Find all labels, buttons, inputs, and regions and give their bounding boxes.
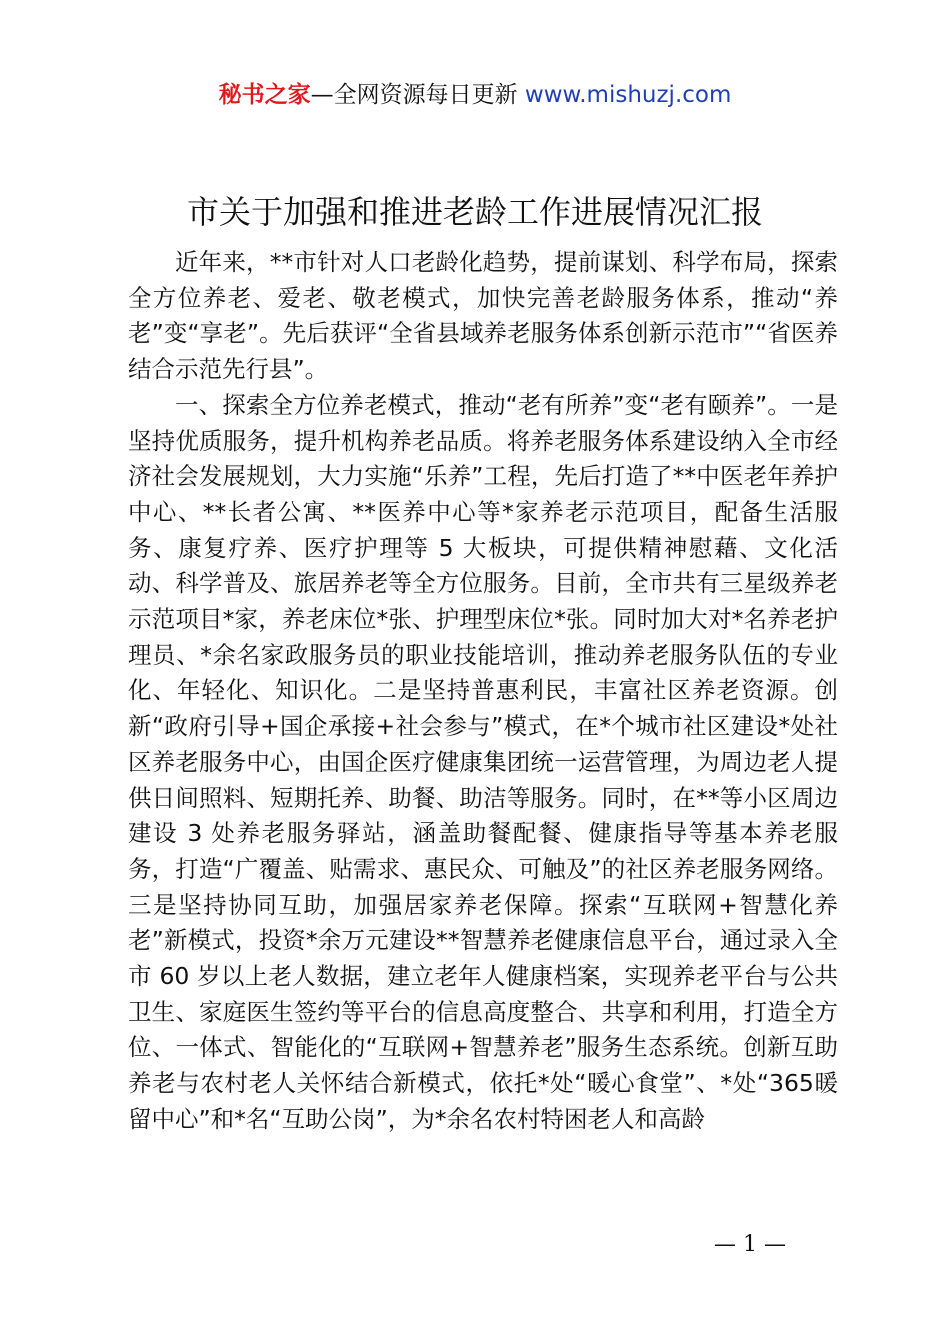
document-title: 市关于加强和推进老龄工作进展情况汇报: [186, 193, 763, 231]
brand-name: 秘书之家: [218, 82, 311, 108]
document-body: [128, 245, 838, 1138]
paragraph-intro: 近年来，**市针对人口老龄化趋势，提前谋划、科学布局，探索全方位养老、爱老、敬老模式，加快完善老龄服务体系，推动“养老”变“享老”。先后获评“全省县域养老服务体系创新示范市”“省医养结合示范先行县”。: [128, 248, 838, 384]
header-slogan: —全网资源每日更新: [310, 82, 525, 108]
page-number: — 1 —: [714, 1232, 786, 1257]
paragraph-section-1: 一、探索全方位养老模式，推动“老有所养”变“老有颐养”。一是坚持优质服务，提升机构养老品质。将养老服务体系建设纳入全市经济社会发展规划，大力实施“乐养”工程，先后打造了**中医老年养护中心、**长者公寓、**医养中心等*家养老示范项目，配备生活服务、康复疗养、医疗护理等 5 大板块，可提供精神慰藉、文化活动、科学普及、旅居养老等全方位服务。目前，全市共有三星级养老示范项目*家，养老床位*张、护理型床位*张。同时加大对*名养老护理员、*余名家政服务员的职业技能培训，推动养老服务队伍的专业化、年轻化、知识化。二是坚持普惠利民，丰富社区养老资源。创新“政府引导+国企承接+社会参与”模式，在*个城市社区建设*处社区养老服务中心，由国企医疗健康集团统一运营管理，为周边老人提供日间照料、短期托养、助餐、助洁等服务。同时，在**等小区周边建设 3 处养老服务驿站，涵盖助餐配餐、健康指导等基本养老服务，打造“广覆盖、贴需求、惠民众、可触及”的社区养老服务网络。三是坚持协同互助，加强居家养老保障。探索“互联网+智慧化养老”新模式，投资*余万元建设**智慧养老健康信息平台，通过录入全市 60 岁以上老人数据，建立老年人健康档案，实现养老平台与公共卫生、家庭医生签约等平台的信息高度整合、共享和利用，打造全方位、一体式、智能化的“互联网+智慧养老”服务生态系统。创新互助养老与农村老人关怀结合新模式，依托*处“暖心食堂”、*处“365暖留中心”和*名“互助公岗”，为*余名农村特困老人和高龄: [128, 390, 838, 1133]
site-url[interactable]: www.mishuzj.com: [524, 82, 732, 108]
site-header: [0, 80, 950, 110]
